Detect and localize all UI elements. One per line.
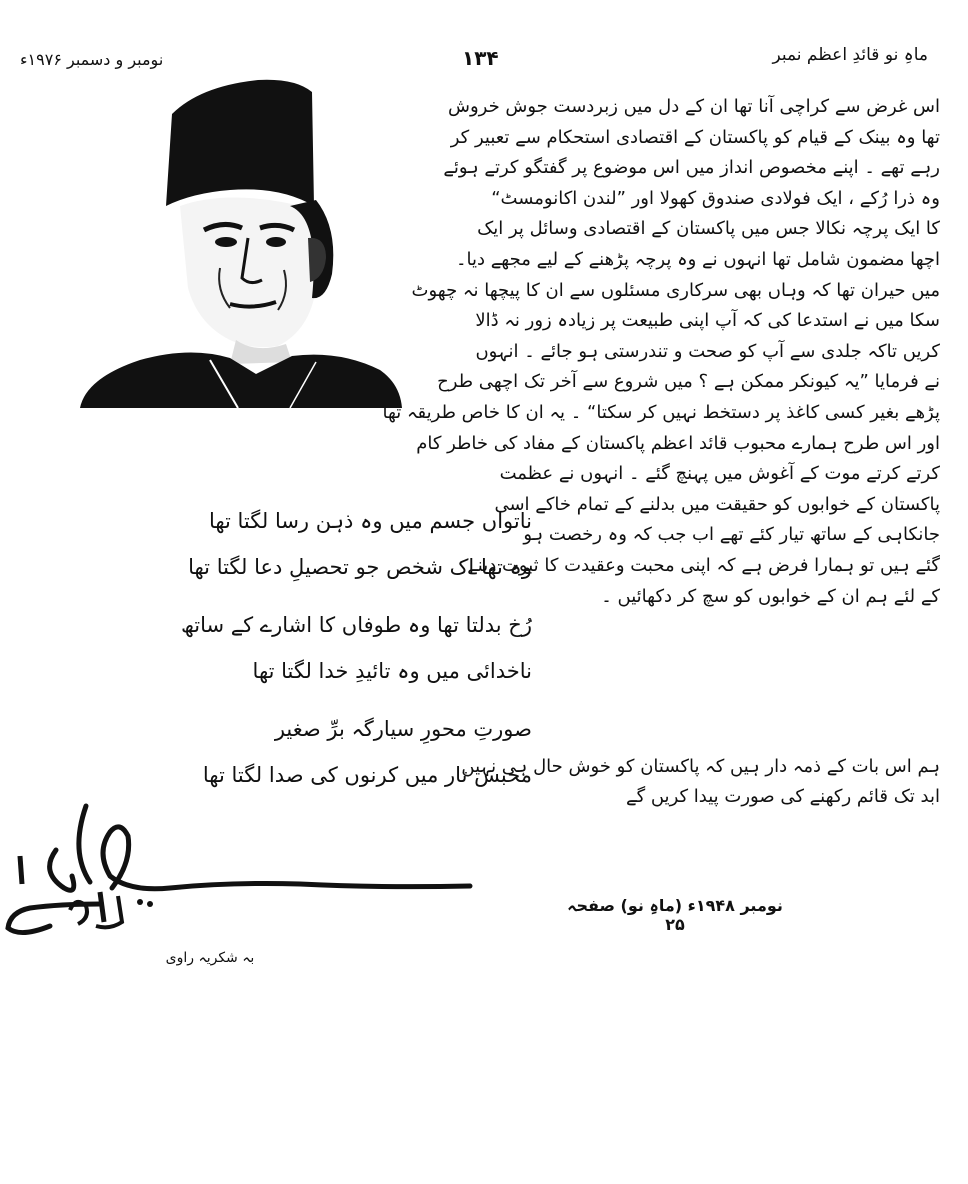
source-citation: نومبر ۱۹۴۸ء (ماہِ نو) صفحہ ۲۵ <box>567 896 783 934</box>
signature <box>0 792 480 942</box>
article-body <box>382 92 940 612</box>
poem <box>92 498 532 798</box>
article-line: اچھا مضمون شامل تھا انہوں نے وہ پرچہ پڑھنے کے لیے مجھے دیا۔ <box>455 248 940 270</box>
article-line: گئے ہیں تو ہمارا فرض ہے کہ اپنی محبت وعقیدت کا ثبوت دینے <box>467 554 940 576</box>
poem-line: رُخ بدلتا تھا وہ طوفاں کا اشارے کے ساتھ <box>181 613 532 637</box>
closing-line: ابد تک قائم رکھنے کی صورت پیدا کریں گے <box>626 786 940 807</box>
page-number: ۱۳۴ <box>462 46 499 70</box>
poem-line: وہ تھا اک شخص جو تحصیلِ دعا لگتا تھا <box>188 555 532 579</box>
article-line: میں حیران تھا کہ وہاں بھی سرکاری مسئلوں سے ان کا پیچھا نہ چھوٹ <box>411 279 940 301</box>
portrait-illustration <box>80 78 402 408</box>
poem-line: محبس تار میں کرنوں کی صدا لگتا تھا <box>202 763 532 787</box>
credit-line: بہ شکریہ راوی <box>165 950 255 966</box>
poem-line: صورتِ محورِ سیارگہ برِّ صغیر <box>274 717 532 741</box>
article-line: اس غرض سے کراچی آنا تھا ان کے دل میں زبردست جوش خروش <box>447 96 940 117</box>
header-date: نومبر و دسمبر ۱۹۷۶ء <box>20 50 164 69</box>
article-line: وہ ذرا رُکے ، ایک فولادی صندوق کھولا اور ”لندن اکانومسٹ“ <box>491 187 940 209</box>
article-line: تھا وہ بینک کے قیام کو پاکستان کے اقتصادی استحکام سے تعبیر کر <box>450 126 940 148</box>
article-line: رہے تھے ۔ اپنے مخصوص انداز میں اس موضوع پر گفتگو کرتے ہوئے <box>443 157 940 179</box>
article-line: کا ایک پرچہ نکالا جس میں پاکستان کے اقتصادی وسائل پر ایک <box>477 218 940 240</box>
article-line: پڑھے بغیر کسی کاغذ پر دستخط نہیں کر سکتا“ ۔ یہ ان کا خاص طریقہ تھا <box>382 401 940 423</box>
article-line: کرتے کرتے موت کے آغوش میں پہنچ گئے ۔ انہوں نے عظمت <box>499 463 940 485</box>
article-line: سکا میں نے استدعا کی کہ آپ اپنی طبیعت پر زیادہ زور نہ ڈالا <box>475 310 940 332</box>
poem-line: ناتواں جسم میں وہ ذہن رسا لگتا تھا <box>208 509 532 533</box>
article-line: نے فرمایا ”یہ کیونکر ممکن ہے ؟ میں شروع سے آخر تک اچھی طرح <box>437 371 940 393</box>
article-line: جانکاہی کے ساتھ تیار کئے تھے اب جب کہ وہ رخصت ہو <box>523 524 940 546</box>
article-line: کے لئے ہم ان کے خوابوں کو سچ کر دکھائیں ۔ <box>601 585 940 607</box>
header-title: ماہِ نو قائدِ اعظم نمبر <box>772 45 928 65</box>
closing-paragraph <box>461 752 940 812</box>
closing-line: ہم اس بات کے ذمہ دار ہیں کہ پاکستان کو خوش حال ہی نہیں <box>461 756 940 777</box>
article-line: پاکستان کے خوابوں کو حقیقت میں بدلنے کے تمام خاکے اسی <box>494 493 940 515</box>
poem-line: ناخدائی میں وہ تائیدِ خدا لگتا تھا <box>252 659 532 683</box>
article-line: کریں تاکہ جلدی سے آپ کو صحت و تندرستی ہو جائے ۔ انہوں <box>475 340 940 362</box>
article-line: اور اس طرح ہمارے محبوب قائد اعظم پاکستان کے مفاد کی خاطر کام <box>416 432 940 454</box>
